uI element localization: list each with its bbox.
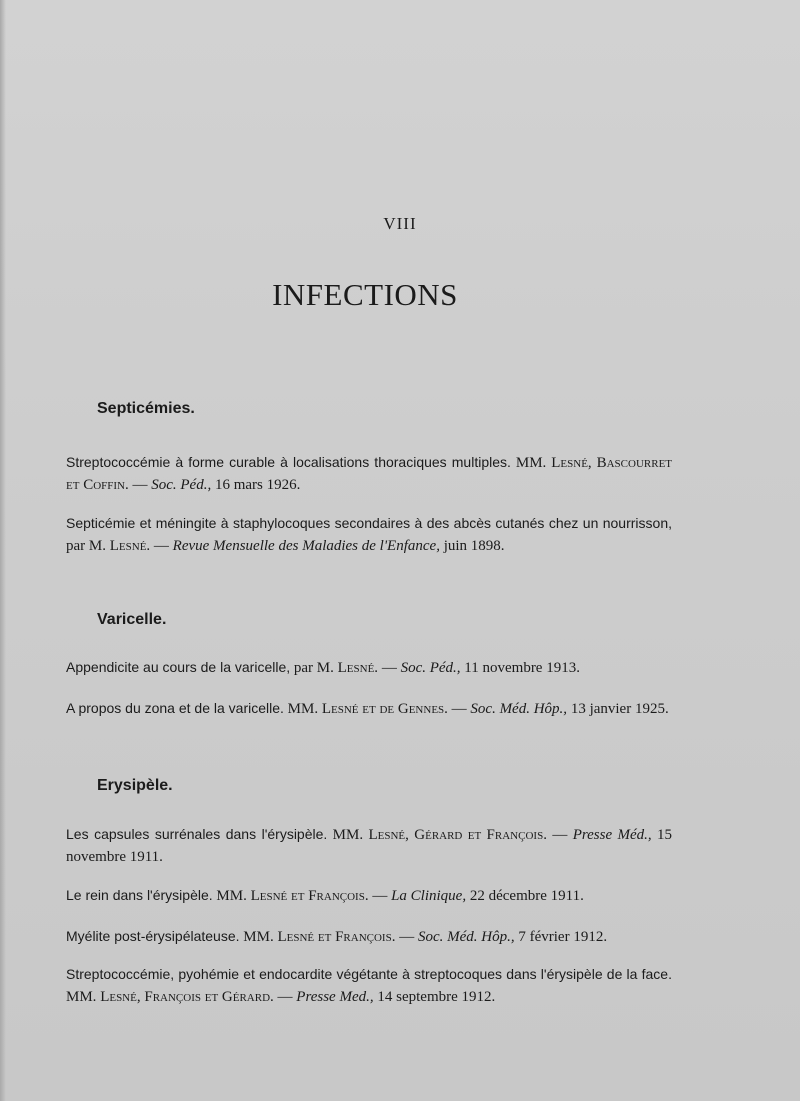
entry-source: La Clinique, [391, 888, 467, 904]
entry-date: 14 septembre 1912. [377, 989, 496, 1005]
bibliography-entry [66, 512, 672, 557]
entry-title: Les capsules surrénales dans l'érysipèle. [66, 826, 328, 842]
bibliography-entry [66, 884, 672, 907]
bibliography-entry [66, 823, 672, 868]
chapter-title: INFECTIONS [272, 277, 458, 312]
entry-date: 22 décembre 1911. [469, 888, 584, 904]
bibliography-entry [66, 925, 672, 948]
section-heading-septicemies: Septicémies. [97, 400, 195, 417]
entry-separator: — [381, 660, 397, 676]
entry-separator: — [399, 929, 415, 945]
entry-date: 15 novembre 1911. [66, 827, 673, 865]
entry-separator: — [132, 477, 148, 493]
entry-title: Streptococcémie, pyohémie et endocardite végétante à streptocoques dans l'érysipèle de la face. [66, 966, 672, 982]
bibliography-entry [66, 451, 672, 496]
entry-authors: Lesné et François. [250, 888, 369, 904]
entry-authors-prefix: MM. [66, 989, 97, 1005]
entry-source: Soc. Péd., [151, 477, 212, 493]
entry-source: Presse Med., [296, 989, 374, 1005]
entry-authors-prefix: MM. [243, 929, 274, 945]
bibliography-entry [66, 656, 672, 679]
entry-authors-prefix: MM. [216, 888, 247, 904]
entry-title: Myélite post-érysipélateuse. [66, 928, 240, 944]
entry-authors: Lesné. [337, 660, 379, 676]
entry-title: Le rein dans l'érysipèle. [66, 887, 213, 903]
entry-separator: — [552, 827, 568, 843]
bibliography-entry [66, 963, 672, 1008]
bibliography-entry [66, 697, 672, 720]
entry-title: Appendicite au cours de la varicelle, [66, 659, 291, 675]
entry-authors: Lesné, Gérard et François. [368, 827, 547, 843]
entry-authors-prefix: par M. [66, 538, 106, 554]
entry-date: 11 novembre 1913. [464, 660, 580, 676]
entry-authors: Lesné. [109, 538, 151, 554]
section-heading-varicelle: Varicelle. [97, 611, 167, 628]
entry-date: juin 1898. [443, 538, 505, 554]
entry-date: 13 janvier 1925. [570, 701, 669, 717]
entry-authors: Lesné, Bascourret et Coffin. [66, 455, 673, 493]
entry-authors: Lesné et François. [277, 929, 396, 945]
entry-separator: — [277, 989, 293, 1005]
entry-source: Revue Mensuelle des Maladies de l'Enfance, [172, 538, 440, 554]
entry-source: Soc. Méd. Hôp., [417, 929, 515, 945]
entry-authors-prefix: MM. [515, 455, 547, 471]
chapter-number: VIII [383, 214, 417, 233]
entry-separator: — [451, 701, 467, 717]
entry-source: Presse Méd., [572, 827, 652, 843]
entry-title: Septicémie et méningite à staphylocoques secondaires à des abcès cutanés chez un nourrisson, [66, 515, 672, 531]
entry-authors: Lesné, François et Gérard. [100, 989, 274, 1005]
entry-separator: — [372, 888, 388, 904]
entry-separator: — [153, 538, 169, 554]
section-heading-erysipele: Erysipèle. [97, 777, 173, 794]
entry-date: 7 février 1912. [518, 929, 608, 945]
entry-authors: Lesné et de Gennes. [321, 701, 448, 717]
entry-authors-prefix: MM. [332, 827, 364, 843]
entry-authors-prefix: MM. [287, 701, 319, 717]
entry-authors-prefix: par M. [293, 660, 334, 676]
entry-title: A propos du zona et de la varicelle. [66, 700, 284, 716]
entry-title: Streptococcémie à forme curable à localisations thoraciques multiples. [66, 454, 511, 470]
entry-date: 16 mars 1926. [214, 477, 301, 493]
entry-source: Soc. Péd., [400, 660, 461, 676]
entry-source: Soc. Méd. Hôp., [470, 701, 568, 717]
